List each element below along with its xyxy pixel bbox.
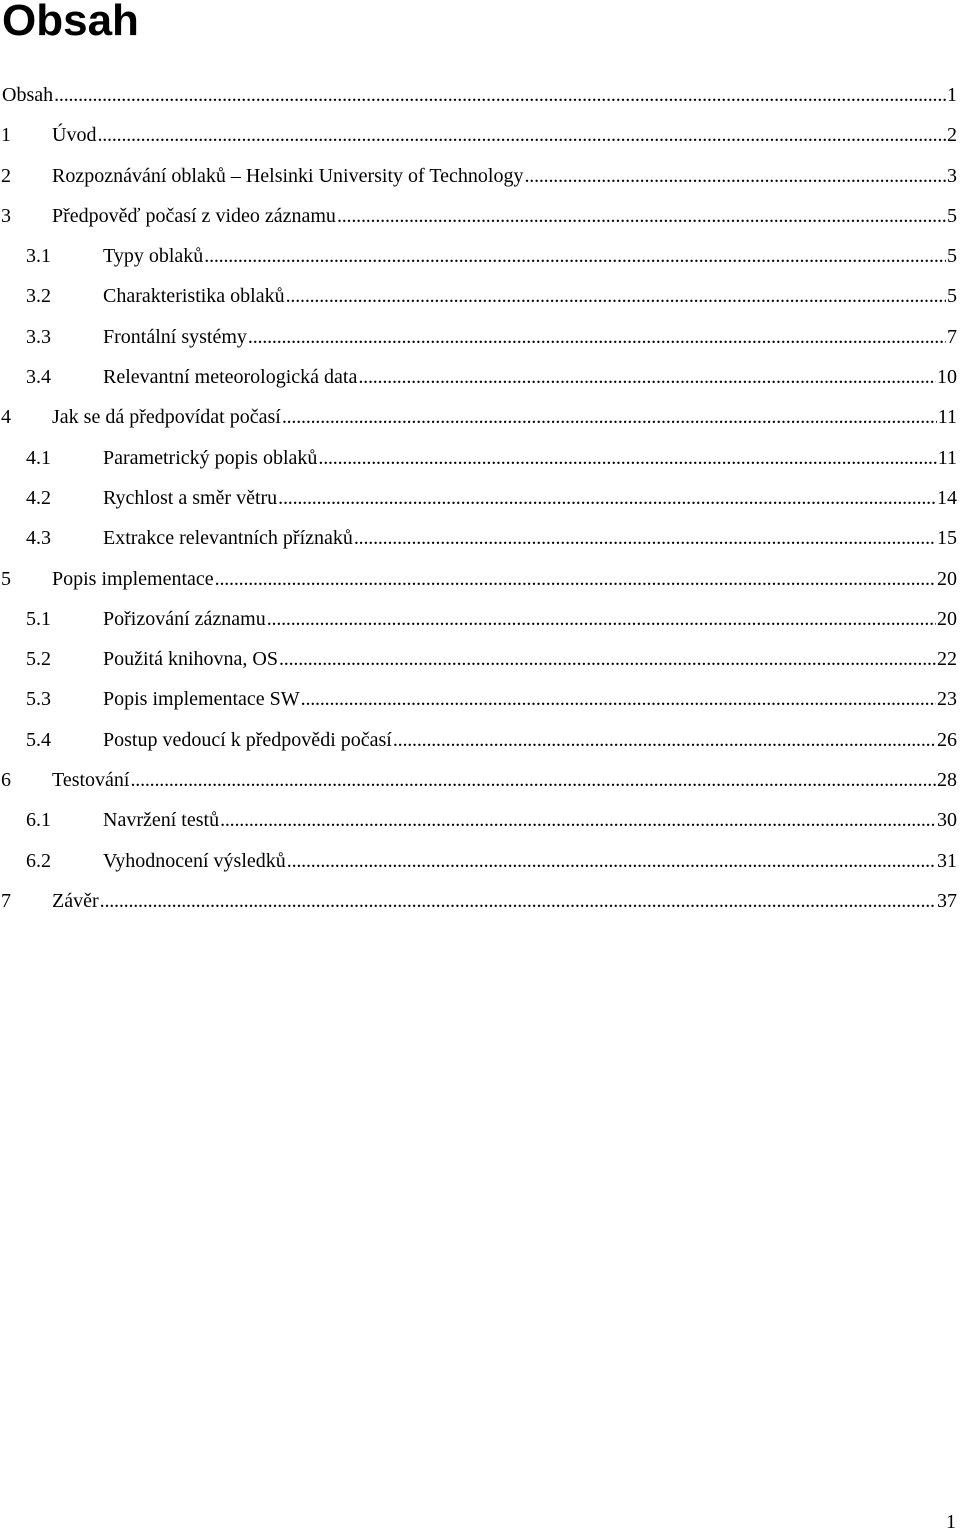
- toc-entry-number: 1: [1, 124, 11, 147]
- toc-dot-leader: [215, 559, 936, 599]
- toc-entry-number: 5: [1, 567, 11, 590]
- toc-entry-title: Předpověď počasí z video záznamu: [52, 204, 336, 227]
- toc-entry-title: Obsah: [2, 84, 54, 106]
- toc-entry[interactable]: [0, 559, 957, 599]
- toc-entry-number: 5.4: [26, 728, 51, 751]
- toc-entry-number: 7: [1, 889, 11, 912]
- toc-entry-number: 2: [1, 164, 11, 187]
- toc-entry-title: Použitá knihovna, OS: [103, 648, 278, 671]
- toc-entry[interactable]: [0, 760, 957, 800]
- toc-entry[interactable]: [0, 639, 957, 679]
- toc-dot-leader: [279, 639, 936, 679]
- toc-dot-leader: [337, 196, 946, 236]
- toc-entry-page: 2: [947, 124, 957, 147]
- footer-page-number: 1: [946, 1511, 956, 1533]
- toc-entry[interactable]: [0, 841, 957, 881]
- toc-entry-page: 15: [937, 527, 957, 550]
- toc-entry-page: 3: [947, 164, 957, 187]
- toc-entry-title: Vyhodnocení výsledků: [103, 849, 286, 872]
- toc-entry-title: Postup vedoucí k předpovědi počasí: [103, 728, 392, 751]
- toc-dot-leader: [220, 800, 936, 840]
- toc-entry[interactable]: [0, 518, 957, 558]
- toc-dot-leader: [267, 599, 936, 639]
- toc-entry-number: 5.3: [26, 688, 51, 711]
- toc-entry-title: Extrakce relevantních příznaků: [103, 527, 353, 550]
- toc-entry[interactable]: [0, 397, 957, 437]
- toc-entry-title: Závěr: [52, 889, 99, 912]
- toc-entry-title: Relevantní meteorologická data: [103, 366, 358, 389]
- toc-entry-title: Úvod: [52, 124, 97, 147]
- toc-entry-title: Navržení testů: [103, 809, 220, 832]
- toc-entry[interactable]: [0, 75, 957, 115]
- toc-entry-number: 5.1: [26, 607, 51, 630]
- toc-entry-page: 10: [937, 366, 957, 389]
- toc-entry-title: Typy oblaků: [103, 245, 204, 268]
- toc-entry[interactable]: [0, 599, 957, 639]
- toc-entry-title: Testování: [52, 769, 130, 792]
- toc-dot-leader: [393, 720, 936, 760]
- toc-entry-page: 7: [947, 325, 957, 348]
- toc-entry-title: Rozpoznávání oblaků – Helsinki University of Technology: [52, 164, 524, 187]
- toc-entry-page: 37: [937, 889, 957, 912]
- toc-entry-title: Popis implementace: [52, 567, 214, 590]
- toc-dot-leader: [97, 115, 946, 155]
- toc-entry-number: 6.2: [26, 849, 51, 872]
- toc-entry-number: 4.1: [26, 446, 51, 469]
- toc-entry-number: 3.4: [26, 366, 51, 389]
- toc-entry-number: 5.2: [26, 648, 51, 671]
- toc-entry[interactable]: [0, 276, 957, 316]
- toc-dot-leader: [248, 317, 946, 357]
- toc-dot-leader: [286, 276, 946, 316]
- toc-entry[interactable]: [0, 881, 957, 921]
- toc-entry-page: 20: [937, 567, 957, 590]
- toc-entry-title: Rychlost a směr větru: [103, 486, 278, 509]
- toc-entry-number: 3.2: [26, 285, 51, 308]
- toc-entry-number: 4.2: [26, 486, 51, 509]
- toc-entry[interactable]: [0, 236, 957, 276]
- table-of-contents: [0, 75, 957, 921]
- toc-entry[interactable]: [0, 156, 957, 196]
- toc-entry-title: Charakteristika oblaků: [103, 285, 285, 308]
- toc-entry-page: 11: [937, 406, 957, 429]
- toc-entry-number: 3.1: [26, 245, 51, 268]
- page-title: Obsah: [2, 0, 139, 45]
- toc-entry-page: 5: [947, 204, 957, 227]
- toc-entry-number: 4: [1, 406, 11, 429]
- toc-entry-title: Frontální systémy: [103, 325, 247, 348]
- toc-entry-page: 28: [937, 769, 957, 792]
- toc-entry-number: 3: [1, 204, 11, 227]
- toc-entry-title: Parametrický popis oblaků: [103, 446, 318, 469]
- toc-entry[interactable]: [0, 720, 957, 760]
- toc-entry-page: 1: [947, 84, 957, 106]
- toc-entry-number: 6: [1, 769, 11, 792]
- toc-dot-leader: [278, 478, 936, 518]
- toc-entry-page: 5: [947, 245, 957, 268]
- toc-entry-number: 4.3: [26, 527, 51, 550]
- toc-dot-leader: [318, 438, 936, 478]
- toc-entry-title: Pořizování záznamu: [103, 607, 266, 630]
- toc-dot-leader: [287, 841, 936, 881]
- toc-entry-page: 22: [937, 648, 957, 671]
- toc-dot-leader: [54, 75, 946, 115]
- toc-entry[interactable]: [0, 438, 957, 478]
- toc-entry-title: Popis implementace SW: [103, 688, 300, 711]
- toc-entry[interactable]: [0, 317, 957, 357]
- toc-dot-leader: [354, 518, 936, 558]
- toc-dot-leader: [524, 156, 946, 196]
- toc-entry[interactable]: [0, 800, 957, 840]
- toc-entry-page: 31: [937, 849, 957, 872]
- toc-entry[interactable]: [0, 196, 957, 236]
- toc-dot-leader: [282, 397, 937, 437]
- toc-entry[interactable]: [0, 115, 957, 155]
- toc-entry-number: 6.1: [26, 809, 51, 832]
- toc-entry[interactable]: [0, 679, 957, 719]
- toc-entry-page: 20: [937, 607, 957, 630]
- toc-entry[interactable]: [0, 478, 957, 518]
- toc-entry-page: 5: [947, 285, 957, 308]
- toc-entry-page: 11: [937, 446, 957, 469]
- toc-dot-leader: [301, 679, 936, 719]
- toc-entry-title: Jak se dá předpovídat počasí: [52, 406, 281, 429]
- toc-dot-leader: [358, 357, 936, 397]
- toc-entry-number: 3.3: [26, 325, 51, 348]
- toc-entry[interactable]: [0, 357, 957, 397]
- toc-entry-page: 30: [937, 809, 957, 832]
- toc-dot-leader: [204, 236, 946, 276]
- toc-entry-page: 23: [937, 688, 957, 711]
- toc-entry-page: 14: [937, 486, 957, 509]
- toc-dot-leader: [100, 881, 936, 921]
- toc-dot-leader: [130, 760, 936, 800]
- toc-entry-page: 26: [937, 728, 957, 751]
